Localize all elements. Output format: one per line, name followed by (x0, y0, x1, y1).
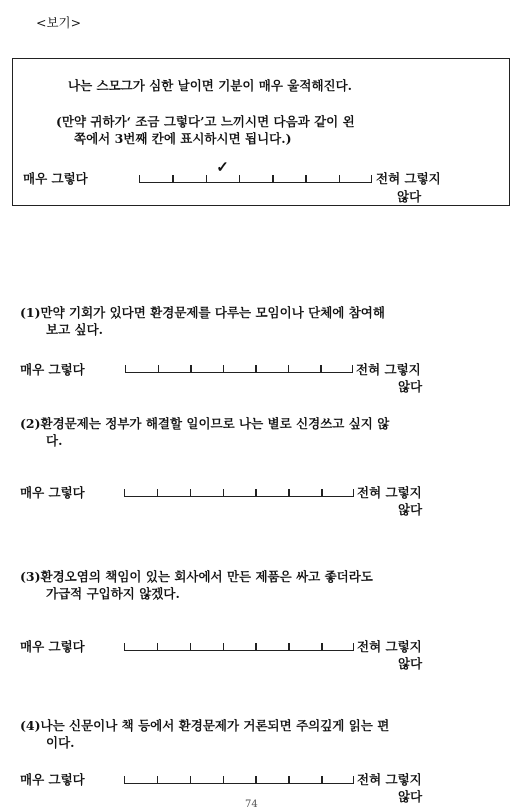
scale-tick (157, 489, 158, 497)
scale-tick (255, 643, 256, 651)
scale-tick (352, 365, 353, 373)
scale-tick (353, 489, 354, 497)
scale-tick (157, 643, 158, 651)
question-3-left-label: 매우 그렇다 (20, 639, 85, 654)
scale-tick (288, 776, 289, 784)
scale-tick (172, 175, 173, 183)
question-1-line2: 보고 싶다. (46, 322, 104, 337)
scale-tick (339, 175, 340, 183)
scale-tick (158, 365, 159, 373)
example-scale-left-label: 매우 그렇다 (23, 171, 88, 186)
scale-tick (223, 365, 224, 373)
scale-baseline (124, 650, 354, 651)
scale-tick (255, 776, 256, 784)
scale-baseline (125, 372, 353, 373)
scale-tick (288, 365, 289, 373)
scale-tick (321, 643, 322, 651)
scale-tick (157, 776, 158, 784)
example-statement: 나는 스모그가 심한 날이면 기분이 매우 울적해진다. (68, 78, 353, 93)
scale-baseline (124, 496, 354, 497)
scale-tick (124, 489, 125, 497)
question-1-rating-scale[interactable] (125, 363, 353, 373)
example-scale-right-label-2: 않다 (397, 189, 422, 204)
scale-baseline (124, 783, 354, 784)
question-1-line1: (1)만약 기회가 있다면 환경문제를 다루는 모임이나 단체에 참여해 (20, 305, 385, 320)
question-4-rating-scale[interactable] (124, 774, 354, 784)
scale-tick (321, 776, 322, 784)
scale-tick (255, 365, 256, 373)
scale-tick (305, 175, 306, 183)
page-number: 74 (245, 799, 258, 810)
example-instruction-line1: (만약 귀하가‘ 조금 그렇다’고 느끼시면 다음과 같이 왼 (56, 114, 355, 129)
scale-tick (223, 489, 224, 497)
scale-tick (190, 489, 191, 497)
question-4-right-label-2: 않다 (398, 789, 423, 804)
scale-tick (125, 365, 126, 373)
question-2-right-label-2: 않다 (398, 502, 423, 517)
scale-tick (206, 175, 207, 183)
question-4-right-label: 전혀 그렇지 (357, 772, 422, 787)
scale-tick (353, 643, 354, 651)
scale-tick (190, 365, 191, 373)
scale-baseline (139, 182, 372, 183)
scale-tick (190, 643, 191, 651)
question-1-right-label-2: 않다 (398, 379, 423, 394)
question-2-line1: (2)환경문제는 정부가 해결할 일이므로 나는 별로 신경쓰고 싶지 않 (20, 416, 390, 431)
question-4-line2: 이다. (46, 735, 75, 750)
scale-tick (288, 643, 289, 651)
question-3-right-label: 전혀 그렇지 (357, 639, 422, 654)
scale-tick (371, 175, 372, 183)
question-3-right-label-2: 않다 (398, 656, 423, 671)
scale-tick (255, 489, 256, 497)
question-2-left-label: 매우 그렇다 (20, 485, 85, 500)
question-1-left-label: 매우 그렇다 (20, 362, 85, 377)
question-2-right-label: 전혀 그렇지 (357, 485, 422, 500)
scale-tick (223, 776, 224, 784)
scale-tick (124, 776, 125, 784)
scale-tick (320, 365, 321, 373)
question-4-line1: (4)나는 신문이나 책 등에서 환경문제가 거론되면 주의깊게 읽는 편 (20, 718, 390, 733)
question-2-line2: 다. (46, 433, 63, 448)
scale-tick (353, 776, 354, 784)
example-checkmark: ✓ (216, 158, 229, 176)
question-3-line2: 가급적 구입하지 않겠다. (46, 586, 180, 601)
question-3-rating-scale[interactable] (124, 641, 354, 651)
scale-tick (190, 776, 191, 784)
question-4-left-label: 매우 그렇다 (20, 772, 85, 787)
example-instruction-line2: 쪽에서 3번째 칸에 표시하시면 됩니다.) (74, 131, 292, 146)
question-2-rating-scale[interactable] (124, 487, 354, 497)
question-3-line1: (3)환경오염의 책임이 있는 회사에서 만든 제품은 싸고 좋더라도 (20, 569, 373, 584)
question-1-right-label: 전혀 그렇지 (356, 362, 421, 377)
scale-tick (124, 643, 125, 651)
scale-tick (272, 175, 273, 183)
scale-tick (321, 489, 322, 497)
scale-tick (288, 489, 289, 497)
example-rating-scale (139, 173, 372, 183)
scale-tick (239, 175, 240, 183)
scale-tick (139, 175, 140, 183)
scale-tick (223, 643, 224, 651)
example-heading: <보기> (36, 15, 82, 30)
example-scale-right-label: 전혀 그렇지 (376, 171, 441, 186)
